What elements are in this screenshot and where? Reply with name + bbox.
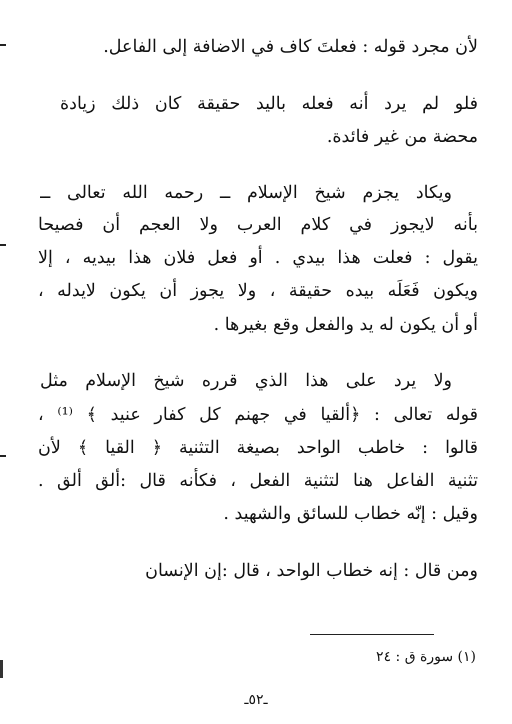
margin-mark <box>0 244 6 246</box>
page-number: ـ٥٢ـ <box>244 692 268 708</box>
footnote: (١) سورة ق : ٢٤ <box>376 649 476 665</box>
margin-mark <box>0 455 6 457</box>
margin-mark <box>0 44 6 46</box>
text-line: فلو لم يرد أنه فعله باليد حقيقة كان ذلك زيادة <box>60 94 478 114</box>
text-line: وقيل : إنّه خطاب للسائق والشهيد . <box>223 504 478 524</box>
text-line: ويكون فَعَلَه بيده حقيقة ، ولا يجوز أن يكون لايدله ، <box>38 281 478 301</box>
text-line: يقول : فعلت هذا بيدي . أو فعل فلان هذا بيديه ، إلا <box>38 248 478 268</box>
text-line: قوله تعالى : ﴿ألقيا في جهنم كل كفار عنيد ﴾ ⁽¹⁾ ، <box>38 405 478 425</box>
text-line: ويكاد يجزم شيخ الإسلام ــ رحمه الله تعالى ــ <box>40 183 452 203</box>
text-line: محضة من غير فائدة. <box>326 127 478 147</box>
text-line: أو أن يكون له يد والفعل وقع بغيرها . <box>213 315 478 335</box>
text-line: قالوا : خاطب الواحد بصيغة التثنية ﴿ القيا ﴾ لأن <box>38 438 478 458</box>
text-line: لأن مجرد قوله : فعلتَ كاف في الاضافة إلى الفاعل. <box>103 37 478 57</box>
text-line: بأنه لايجوز في كلام العرب ولا العجم أن فصيحا <box>38 215 478 235</box>
footnote-separator <box>310 634 434 635</box>
scan-edge-mark <box>0 660 7 678</box>
text-line: ولا يرد على هذا الذي قرره شيخ الإسلام مثل <box>40 371 452 391</box>
text-line: تثنية الفاعل هنا لتثنية الفعل ، فكأنه قال :ألق ألق . <box>38 471 478 491</box>
text-line: ومن قال : إنه خطاب الواحد ، قال :إن الإنسان <box>145 561 478 581</box>
